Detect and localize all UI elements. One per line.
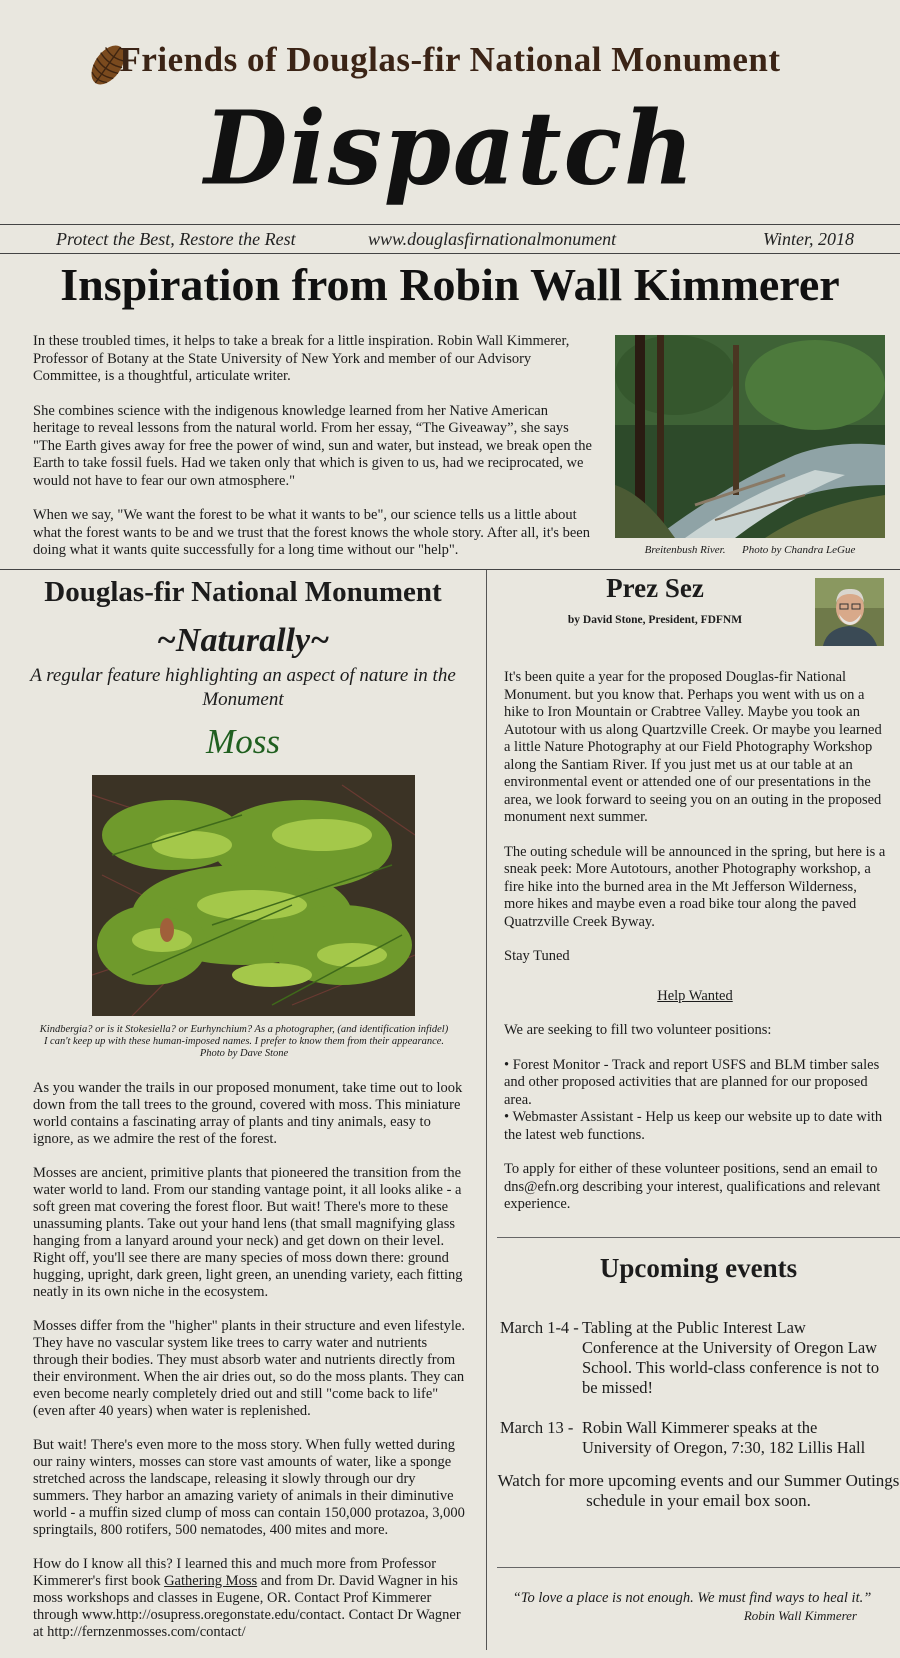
naturally-description: A regular feature highlighting an aspect of nature in the Monument	[30, 665, 456, 710]
apply-info: To apply for either of these volunteer positions, send an email to dns@efn.org describing your interest, qualifications and relevant experience.	[504, 1161, 881, 1212]
feature-article	[33, 333, 593, 577]
column-divider	[486, 570, 487, 1650]
prez-paragraph: It's been quite a year for the proposed Douglas-fir National Monument. but you know that. Perhaps you went with us on a hike to Iron Mountain or Crabtree Valley. Maybe you took an Autotour with us along Quartzville Creek. Or maybe you learned a little Nature Photography at our Field Photography Workshop along the Santiam River. If you just met us at our table at an environmental event or attended one of our presentations in the area, we look forward to seeing you on an outing in the proposed monument next summer.	[504, 669, 882, 825]
moss-article	[33, 1080, 467, 1658]
river-photo-caption: Breitenbush River. Photo by Chandra LeGue	[644, 544, 856, 556]
river-photo	[615, 335, 885, 538]
moss-paragraph: Mosses differ from the "higher" plants in their structure and even lifestyle. They have no vascular system like trees to carry water and nutrients through their bodies. They must absorb water and nutrients directly from their environment. When the air dries out, so do the moss plants. They can even become nearly completely dried out and still "come back to life" (even after 40 years) when water is replenished.	[33, 1318, 465, 1419]
events-note: Watch for more upcoming events and our Summer Outings schedule in your email box soon.	[497, 1471, 900, 1510]
event-description: Tabling at the Public Interest Law	[582, 1318, 806, 1337]
prez-byline: by David Stone, President, FDFNM	[567, 614, 743, 626]
masthead-top-rule	[0, 224, 900, 225]
moss-paragraph: As you wander the trails in our proposed monument, take time out to look down from the tall trees to the ground, covered with moss. This miniature world contains a fascinating array of plants and tiny animals, easy to ignore, as we admire the rest of the forest.	[33, 1080, 463, 1147]
motto: Protect the Best, Restore the Rest	[56, 229, 296, 249]
masthead-bottom-rule	[0, 253, 900, 254]
issue-date: Winter, 2018	[763, 229, 855, 249]
moss-title: Moss	[206, 722, 280, 761]
events-top-rule	[497, 1237, 900, 1238]
moss-photo	[92, 775, 415, 1016]
feature-paragraph: She combines science with the indigenous knowledge learned from her Native American heritage to reveal lessons from the natural world. From her essay, “The Giveaway”, she says "The Earth gives away for free the power of wind, sun and water, but instead, we break open the Earth to take fossil fuels. Had we taken only that which is given to us, had we reciprocated, we would not have to fear our own atmosphere."	[33, 402, 592, 489]
feature-paragraph: In these troubled times, it helps to take a break for a little inspiration. Robin Wall Kimmerer, Professor of Botany at the State University of New York and member of our Advisory Committee, is a thoughtful, articulate writer.	[33, 333, 570, 384]
newsletter-title: Dispatch	[204, 89, 696, 208]
naturally-subheading: ~Naturally~	[156, 622, 330, 659]
prez-sez-heading: Prez Sez	[606, 573, 704, 603]
help-wanted-intro: We are seeking to fill two volunteer positions:	[504, 1022, 772, 1038]
event-date: March 13 -	[500, 1418, 574, 1437]
feature-headline: Inspiration from Robin Wall Kimmerer	[60, 259, 840, 310]
quote-author: Robin Wall Kimmerer	[743, 1608, 857, 1623]
feature-paragraph: When we say, "We want the forest to be what it wants to be", our science tells us a little about what the forest wants to be and we trust that the forest knows the whole story. After all, it's been doing what it wants quite successfully for a long time without our "help".	[33, 507, 590, 558]
position-item: • Webmaster Assistant - Help us keep our website up to date with the latest web functions.	[504, 1109, 883, 1143]
help-wanted-title: Help Wanted	[657, 987, 733, 1004]
book-title: Gathering Moss	[164, 1573, 258, 1589]
naturally-heading: Douglas-fir National Monument	[44, 576, 442, 608]
position-item: • Forest Monitor - Track and report USFS and BLM timber sales and other proposed activities that are planned for our proposed area.	[504, 1056, 880, 1108]
closing-quote	[497, 1590, 887, 1624]
prez-sez-article	[504, 669, 886, 1231]
organization-name: Friends of Douglas-fir National Monument	[119, 40, 781, 79]
moss-caption-credit: Photo by Dave Stone	[199, 1048, 289, 1059]
event-description-continued: University of Oregon, 7:30, 182 Lillis Hall	[582, 1438, 866, 1457]
moss-sources-paragraph	[33, 1556, 467, 1641]
events-heading: Upcoming events	[599, 1253, 798, 1283]
section-rule	[0, 569, 900, 570]
prez-paragraph: The outing schedule will be announced in the spring, but here is a sneak peek: More Autotours, another Photography workshop, a fire hike into the burned area in the Mt Jefferson Wilderness, more hikes and maybe even a road bike tour along the paved Quatrzville Creek Byway.	[504, 843, 886, 930]
president-portrait	[815, 578, 884, 646]
moss-caption-line: Kindbergia? or is it Stokesiella? or Eurhynchium? As a photographer, (and identification infidel)	[39, 1024, 449, 1035]
quote-top-rule	[497, 1567, 900, 1568]
moss-photo-caption	[30, 1024, 458, 1060]
event-date: March 1-4 -	[500, 1318, 579, 1337]
event-item	[500, 1318, 890, 1398]
moss-caption-line: I can't keep up with these human-imposed names. I prefer to know them from their appearance.	[43, 1036, 445, 1047]
event-item	[500, 1418, 890, 1458]
sources-text: and from Dr. David Wagner in his moss workshops and classes in Eugene, OR. Contact Prof Kimmerer through www.http://osupress.oregonstate.edu/contact. Contact Dr Wagner at http://fernzenmosses.com/contact/	[33, 1573, 461, 1640]
prez-paragraph: Stay Tuned	[504, 948, 570, 964]
moss-paragraph: Mosses are ancient, primitive plants that pioneered the transition from the water world to land. From our standing vantage point, it all looks alike - a soft green mat covering the forest floor. But wait! There's more to these unassuming plants. Take out your hand lens (that small magnifying glass hanging from a lanyard around your neck) and get down on their level. Right off, you'll see there are many species of moss down there: ground hugging, upright, dark green, light green, an unending variety, each fitting neatly in its own niche in the ecosystem.	[33, 1165, 463, 1300]
moss-paragraph: But wait! There's even more to the moss story. When fully wetted during our rainy winters, mosses can store vast amounts of water, like a sponge stretched across the landscape, releasing it slowly through our dry summers. They harbor an amazing variety of animals in their diminutive world - a muffin sized clump of moss can contain 150,000 protazoa, 3,000 springtails, 800 rotifers, 500 nematodes, 400 mites and more.	[33, 1437, 465, 1538]
quote-text: “To love a place is not enough. We must find ways to heal it.”	[512, 1590, 872, 1606]
event-description: Robin Wall Kimmerer speaks at the	[582, 1418, 818, 1437]
website: www.douglasfirnationalmonument	[368, 229, 617, 249]
event-description-continued: Conference at the University of Oregon Law School. This world-class conference is not to be missed!	[582, 1338, 880, 1397]
sources-text: How do I know all this? I learned this and much more from Professor Kimmerer's first book	[33, 1556, 437, 1589]
